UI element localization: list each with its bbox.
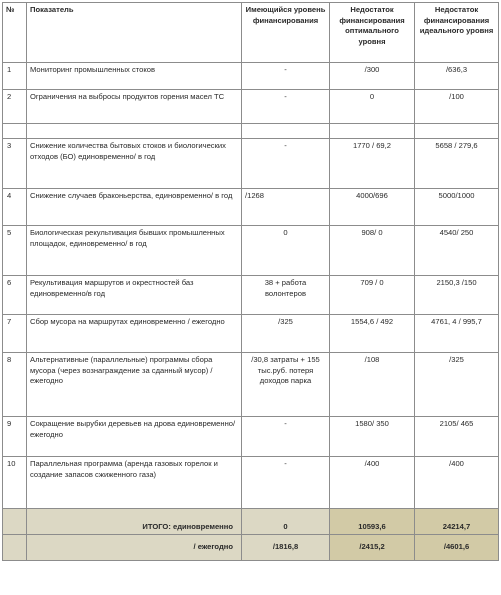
row-indicator: Биологическая рекультивация бывших промышленных площадок, единовременно/ в год: [27, 226, 242, 276]
total-current-annual: /1816,8: [242, 535, 330, 561]
row-ideal: 5658 / 279,6: [415, 139, 499, 189]
row-number: 5: [3, 226, 27, 276]
row-number: 4: [3, 189, 27, 226]
row-current: -: [242, 139, 330, 189]
row-number: 9: [3, 417, 27, 457]
header-number: №: [3, 3, 27, 63]
row-optimal: /400: [330, 457, 415, 509]
table-row: [3, 417, 499, 457]
header-current-level: Имеющийся уровень финансирования: [242, 3, 330, 63]
row-current: /1268: [242, 189, 330, 226]
row-current: /325: [242, 315, 330, 353]
header-optimal-shortage: Недостаток финансирования оптимального уровня: [330, 3, 415, 63]
total-row-onetime: [3, 509, 499, 535]
row-indicator: Мониторинг промышленных стоков: [27, 63, 242, 90]
row-indicator: Рекультивация маршрутов и окрестностей баз единовременно/в год: [27, 276, 242, 315]
row-number: 1: [3, 63, 27, 90]
total-label-onetime: ИТОГО: единовременно: [27, 509, 242, 535]
row-optimal: 908/ 0: [330, 226, 415, 276]
row-current: -: [242, 457, 330, 509]
row-number: 3: [3, 139, 27, 189]
row-optimal: /108: [330, 353, 415, 417]
row-ideal: 4540/ 250: [415, 226, 499, 276]
row-optimal: 709 / 0: [330, 276, 415, 315]
row-optimal: /300: [330, 63, 415, 90]
table-row: [3, 90, 499, 124]
row-current: -: [242, 417, 330, 457]
total-row-annual: [3, 535, 499, 561]
row-current: 38 + работа волонтеров: [242, 276, 330, 315]
table-row: [3, 139, 499, 189]
total-ideal-onetime: 24214,7: [415, 509, 499, 535]
row-indicator: Ограничения на выбросы продуктов горения масел ТС: [27, 90, 242, 124]
row-number: 6: [3, 276, 27, 315]
table-row: [3, 63, 499, 90]
row-number: 2: [3, 90, 27, 124]
row-optimal: 4000/696: [330, 189, 415, 226]
total-current-onetime: 0: [242, 509, 330, 535]
row-indicator: Снижение случаев браконьерства, единовременно/ в год: [27, 189, 242, 226]
row-indicator: Сокращение вырубки деревьев на дрова единовременно/ ежегодно: [27, 417, 242, 457]
table-row: [3, 276, 499, 315]
row-current: /30,8 затраты + 155 тыс.руб. потеря доходов парка: [242, 353, 330, 417]
row-ideal: /325: [415, 353, 499, 417]
row-current: 0: [242, 226, 330, 276]
row-number: 8: [3, 353, 27, 417]
row-indicator: Снижение количества бытовых стоков и биологических отходов (БО) единовременно/ в год: [27, 139, 242, 189]
spacer-row: [3, 124, 499, 139]
row-indicator: Сбор мусора на маршрутах единовременно / ежегодно: [27, 315, 242, 353]
row-number: 7: [3, 315, 27, 353]
total-optimal-onetime: 10593,6: [330, 509, 415, 535]
total-label-annual: / ежегодно: [27, 535, 242, 561]
row-number: 10: [3, 457, 27, 509]
row-ideal: 4761, 4 / 995,7: [415, 315, 499, 353]
row-optimal: 0: [330, 90, 415, 124]
total-ideal-annual: /4601,6: [415, 535, 499, 561]
header-ideal-shortage: Недостаток финансирования идеального уровня: [415, 3, 499, 63]
row-ideal: /400: [415, 457, 499, 509]
table-row: [3, 353, 499, 417]
total-optimal-annual: /2415,2: [330, 535, 415, 561]
row-indicator: Параллельная программа (аренда газовых горелок и создание запасов сжиженного газа): [27, 457, 242, 509]
row-optimal: 1554,6 / 492: [330, 315, 415, 353]
table-row: [3, 189, 499, 226]
table-row: [3, 315, 499, 353]
row-ideal: /636,3: [415, 63, 499, 90]
financing-table: [2, 2, 499, 561]
row-ideal: /100: [415, 90, 499, 124]
row-ideal: 5000/1000: [415, 189, 499, 226]
row-indicator: Альтернативные (параллельные) программы сбора мусора (через вознаграждение за сданный мусор) /ежегодно: [27, 353, 242, 417]
row-current: -: [242, 90, 330, 124]
row-current: -: [242, 63, 330, 90]
header-indicator: Показатель: [27, 3, 242, 63]
table-header-row: [3, 3, 499, 63]
row-optimal: 1770 / 69,2: [330, 139, 415, 189]
row-ideal: 2105/ 465: [415, 417, 499, 457]
table-row: [3, 226, 499, 276]
table-row: [3, 457, 499, 509]
row-ideal: 2150,3 /150: [415, 276, 499, 315]
row-optimal: 1580/ 350: [330, 417, 415, 457]
